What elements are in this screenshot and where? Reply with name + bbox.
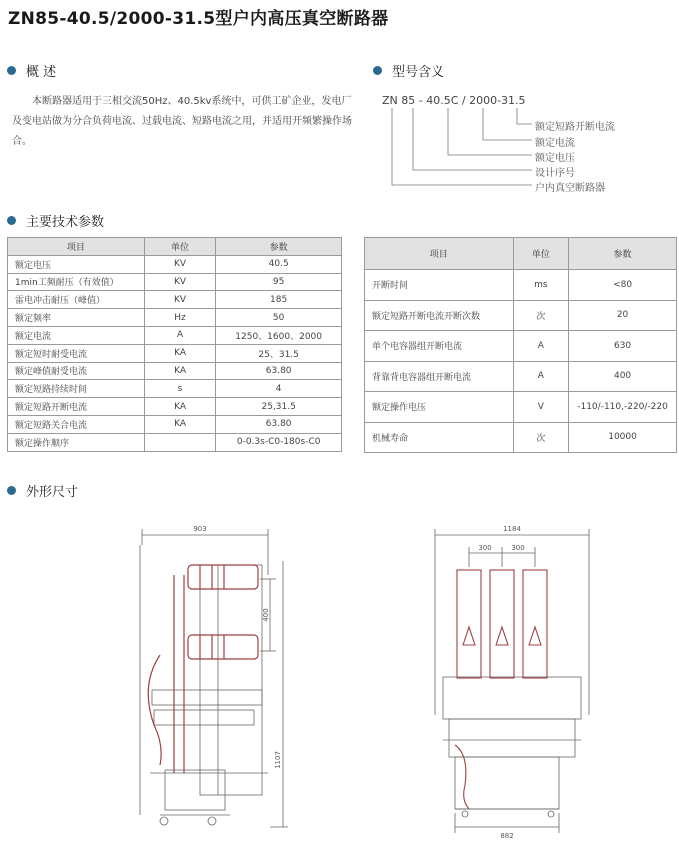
cell-unit: KA: [144, 415, 216, 433]
table-row: [365, 392, 677, 423]
dim-width: 1184: [503, 525, 521, 533]
section-dims: [7, 481, 78, 500]
cell-item: 背靠背电容器组开断电流: [365, 361, 514, 392]
cell-unit: ms: [513, 270, 569, 301]
dim-pole-2: 300: [511, 544, 525, 552]
cell-item: 1min工频耐压（有效值）: [8, 273, 145, 291]
bullet-dot-icon: [7, 486, 16, 495]
cell-item: 额定短路开断电流: [8, 398, 145, 416]
side-view-drawing: [120, 515, 310, 840]
section-dims-label: 外形尺寸: [26, 485, 79, 500]
dim-width: 903: [193, 525, 207, 533]
cell-value: 63.80: [216, 415, 342, 433]
model-item: 额定短路开断电流: [535, 122, 615, 133]
cell-value: 25,31.5: [216, 398, 342, 416]
cell-value: 1250、1600、2000: [216, 326, 342, 344]
section-model: [373, 61, 444, 80]
cell-unit: KA: [144, 398, 216, 416]
table-row: [8, 291, 342, 309]
cell-value: 4: [216, 380, 342, 398]
cell-unit: 次: [513, 422, 569, 453]
cell-value: 400: [569, 361, 677, 392]
model-leader-lines: [380, 104, 550, 194]
cell-item: 额定操作顺序: [8, 433, 145, 451]
cell-item: 机械寿命: [365, 422, 514, 453]
header-value: 参数: [216, 238, 342, 256]
table-row: [365, 361, 677, 392]
section-model-label: 型号含义: [392, 65, 445, 80]
dim-pole-1: 300: [478, 544, 492, 552]
header-item: 项目: [365, 238, 514, 270]
model-item: 户内真空断路器: [535, 183, 605, 194]
cell-item: 额定短路持续时间: [8, 380, 145, 398]
dim-base: 882: [500, 832, 514, 840]
cell-value: 0-0.3s-C0-180s-C0: [216, 433, 342, 451]
cell-unit: KA: [144, 344, 216, 362]
cell-unit: KV: [144, 255, 216, 273]
cell-item: 额定峰值耐受电流: [8, 362, 145, 380]
cell-unit: KA: [144, 362, 216, 380]
table-row: [365, 300, 677, 331]
cell-value: 40.5: [216, 255, 342, 273]
cell-unit: A: [513, 361, 569, 392]
cell-unit: [144, 433, 216, 451]
model-code: ZN 85 - 40.5C / 2000-31.5: [382, 94, 526, 107]
cell-unit: V: [513, 392, 569, 423]
params-table-secondary: [364, 237, 677, 453]
cell-value: 50: [216, 309, 342, 327]
cell-value: 63.80: [216, 362, 342, 380]
cell-item: 额定短时耐受电流: [8, 344, 145, 362]
cell-item: 额定电压: [8, 255, 145, 273]
dim-upper: 400: [262, 608, 270, 622]
cell-unit: KV: [144, 273, 216, 291]
cell-item: 额定频率: [8, 309, 145, 327]
table-header-row: [8, 238, 342, 256]
table-row: [8, 309, 342, 327]
front-view-drawing: [425, 515, 600, 840]
cell-value: 95: [216, 273, 342, 291]
cell-value: 20: [569, 300, 677, 331]
table-row: [365, 331, 677, 362]
section-params: [7, 211, 104, 230]
table-row: [8, 344, 342, 362]
header-item: 项目: [8, 238, 145, 256]
section-overview: [7, 61, 56, 80]
section-overview-label: 概 述: [26, 65, 57, 80]
bullet-dot-icon: [7, 216, 16, 225]
table-row: [8, 433, 342, 451]
table-row: [8, 326, 342, 344]
cell-item: 开断时间: [365, 270, 514, 301]
model-item: 额定电压: [535, 153, 575, 164]
section-params-label: 主要技术参数: [26, 215, 105, 230]
table-row: [8, 255, 342, 273]
table-row: [8, 380, 342, 398]
params-table-main: [7, 237, 342, 452]
table-row: [8, 415, 342, 433]
cell-unit: 次: [513, 300, 569, 331]
cell-value: 630: [569, 331, 677, 362]
cell-item: 额定电流: [8, 326, 145, 344]
table-header-row: [365, 238, 677, 270]
cell-value: 10000: [569, 422, 677, 453]
cell-unit: s: [144, 380, 216, 398]
cell-unit: A: [513, 331, 569, 362]
bullet-dot-icon: [7, 66, 16, 75]
table-row: [8, 398, 342, 416]
table-row: [8, 273, 342, 291]
header-value: 参数: [569, 238, 677, 270]
table-row: [365, 270, 677, 301]
header-unit: 单位: [513, 238, 569, 270]
cell-unit: Hz: [144, 309, 216, 327]
cell-value: 25、31.5: [216, 344, 342, 362]
cell-item: 单个电容器组开断电流: [365, 331, 514, 362]
cell-unit: KV: [144, 291, 216, 309]
intro-paragraph: 本断路器适用于三相交流50Hz、40.5kv系统中，可供工矿企业，发电厂及变电站做为分合负荷电流、过载电流、短路电流之用，并适用开频繁操作场合。: [12, 96, 352, 147]
dim-height: 1107: [274, 751, 282, 769]
model-item: 额定电流: [535, 138, 575, 149]
cell-item: 额定短路开断电流开断次数: [365, 300, 514, 331]
cell-unit: A: [144, 326, 216, 344]
model-item: 设计序号: [535, 168, 575, 179]
cell-value: <80: [569, 270, 677, 301]
table-row: [8, 362, 342, 380]
cell-item: 雷电冲击耐压（峰值）: [8, 291, 145, 309]
table-row: [365, 422, 677, 453]
cell-item: 额定操作电压: [365, 392, 514, 423]
bullet-dot-icon: [373, 66, 382, 75]
cell-item: 额定短路关合电流: [8, 415, 145, 433]
page-title: ZN85-40.5/2000-31.5型户内高压真空断路器: [8, 9, 389, 29]
cell-value: -110/-110,-220/-220: [569, 392, 677, 423]
cell-value: 185: [216, 291, 342, 309]
header-unit: 单位: [144, 238, 216, 256]
